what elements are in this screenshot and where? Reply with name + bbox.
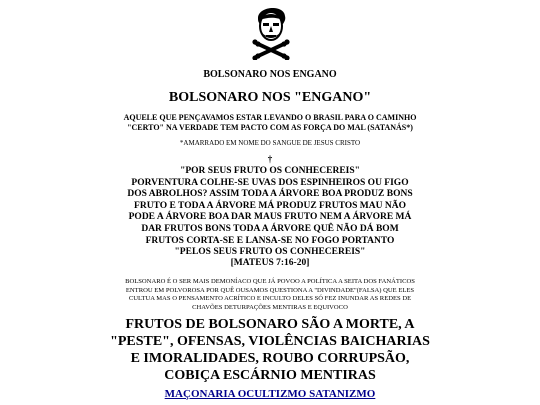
big-statement-line: "PESTE", OFENSAS, VIOLÊNCIAS BAICHARIAS	[110, 334, 430, 349]
subtitle-line: "CERTO" NA VERDADE TEM PACTO COM AS FORÇA DO MAL (SATANÁS*)	[127, 123, 413, 132]
verse-line: PORVENTURA COLHE-SE UVAS DOS ESPINHEIROS OU FIGO	[131, 177, 409, 188]
verse-reference: [MATEUS 7:16-20]	[230, 258, 310, 268]
page-title: BOLSONARO NOS "ENGANO"	[168, 90, 372, 105]
paragraph-line: CHAVÕES DETURPAÇÕES MENTIRAS E EQUIVOCO	[192, 303, 348, 311]
maconaria-link[interactable]: MAÇONARIA OCULTIZMO SATANIZMO	[164, 388, 376, 400]
big-statement	[0, 316, 540, 384]
big-statement-line: COBIÇA ESCÁRNIO MENTIRAS	[164, 368, 376, 383]
verse-line: PODE A ÁRVORE BOA DAR MAUS FRUTO NEM A ÁRVORE MÁ	[128, 212, 412, 223]
verse-line: DOS ABROLHOS? ASSIM TODA A ÁRVORE BOA PRODUZ BONS	[127, 189, 413, 200]
big-statement-line: E IMORALIDADES, ROUBO CORRUPSÃO,	[130, 351, 410, 366]
verse-line: "PELOS SEUS FRUTO OS CONHECEREIS"	[174, 247, 366, 258]
cross-symbol: †	[267, 154, 273, 164]
verse-line: DAR FRUTOS BONS TODA A ÁRVORE QUÊ NÃO DÁ BOM	[141, 223, 399, 234]
subtitle-line: AQUELE QUE PENÇAVAMOS ESTAR LEVANDO O BRASIL PARA O CAMINHO	[123, 113, 417, 122]
paragraph-line: BOLSONARO É O SER MAIS DEMONÍACO QUE JÁ POVOO A POLÍTICA A SEITA DOS FANÁTICOS	[125, 278, 415, 285]
paragraph-line: ENTROU EM POLVOROSA POR QUÊ OUSAMOS QUESTIONA A "DIVINDADE"(FALSA) QUE ELES	[125, 286, 415, 294]
paragraph-line: CULTUA MAS O PENSAMENTO ACRÍTICO E INCULTO DELES SÓ FEZ INUNDAR AS REDES DE	[128, 295, 412, 303]
verse-line: "POR SEUS FRUTO OS CONHECEREIS"	[180, 166, 360, 176]
small-title: BOLSONARO NOS ENGANO	[203, 69, 337, 80]
skull-crossbones-portrait-icon	[250, 2, 292, 60]
big-statement-line: FRUTOS DE BOLSONARO SÃO A MORTE, A	[125, 317, 415, 332]
paragraph	[0, 278, 540, 312]
subtitle	[0, 113, 540, 133]
verse-block	[0, 166, 540, 259]
verse-line: FRUTO E TODA A ÁRVORE MÁ PRODUZ FRUTOS MAU NÃO	[134, 200, 406, 211]
verse-line: FRUTOS CORTA-SE E LANSA-SE NO FOGO PORTANTO	[145, 235, 395, 246]
amarrado-note: *AMARRADO EM NOME DO SANGUE DE JESUS CRISTO	[179, 139, 361, 147]
